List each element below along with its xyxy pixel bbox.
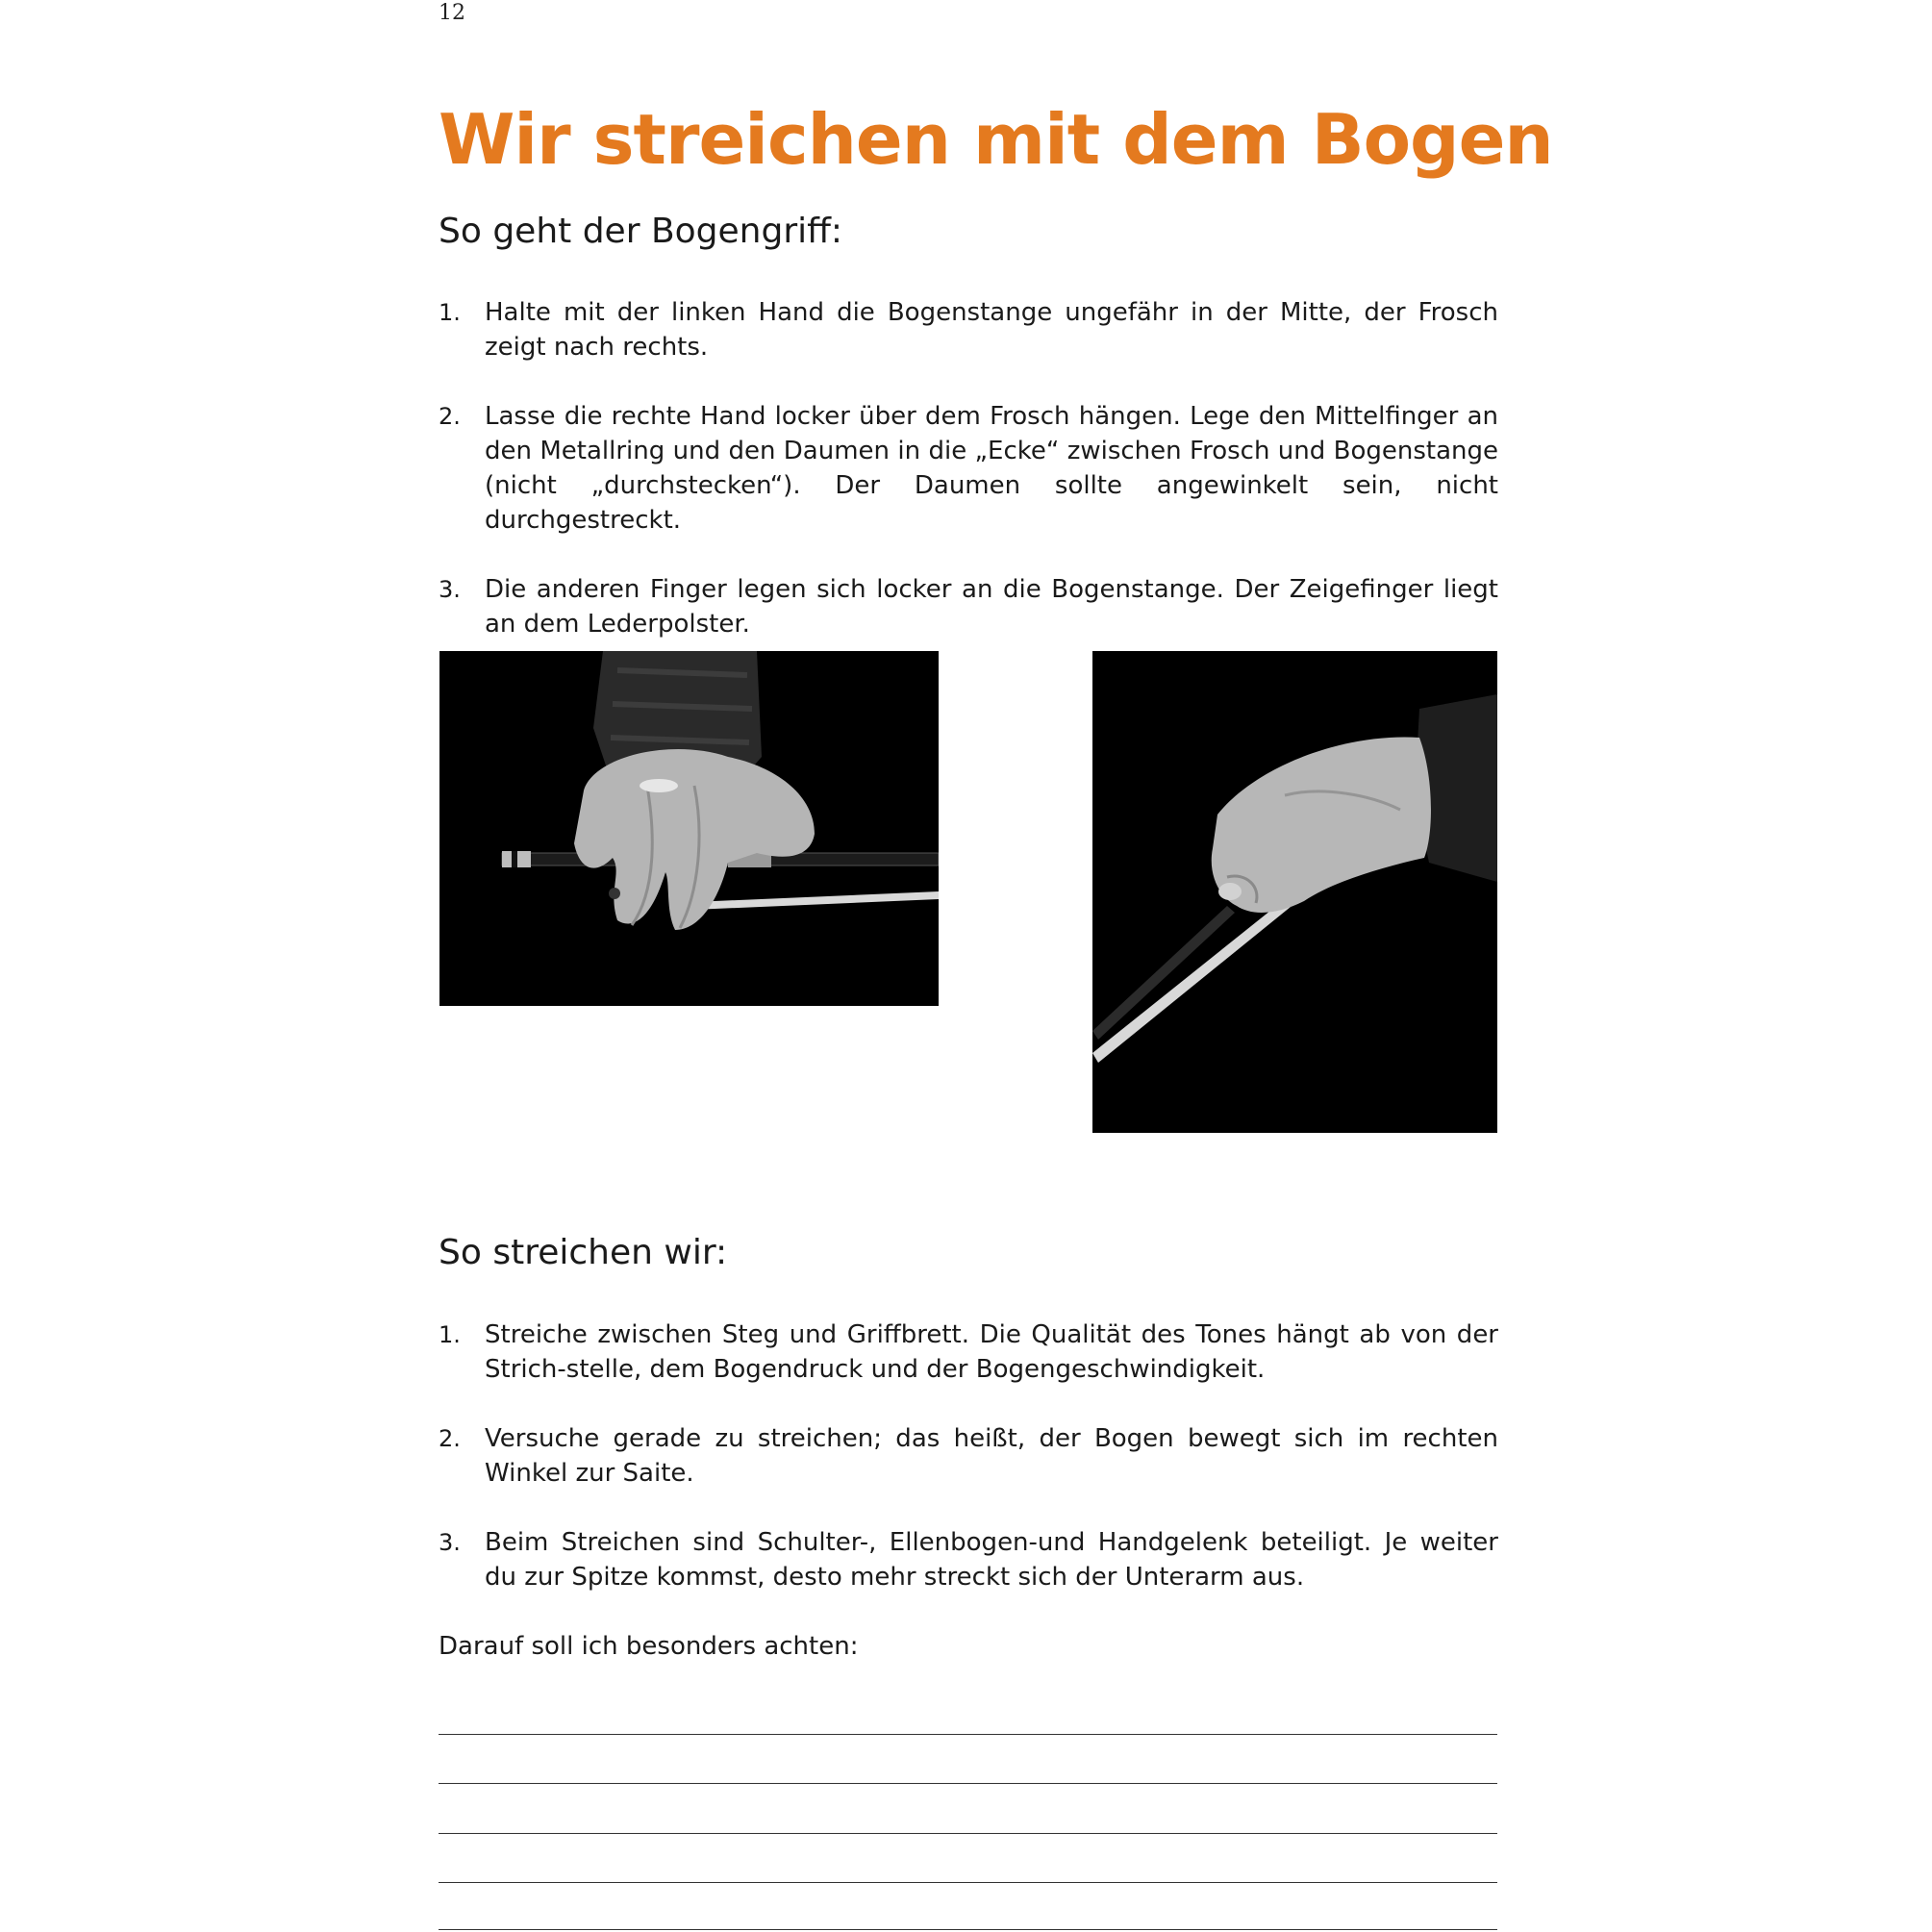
bow-grip-heading: So geht der Bogengriff: bbox=[439, 212, 843, 251]
page-number: 12 bbox=[439, 1, 465, 25]
step-number: 1. bbox=[439, 1321, 461, 1348]
writing-line bbox=[439, 1833, 1497, 1834]
bowing-step bbox=[439, 1421, 1498, 1491]
step-text: Beim Streichen sind Schulter-, Ellenbogen-und Handgelenk beteiligt. Je weiter du zur Spitze kommst, desto mehr streckt sich der Unterarm aus. bbox=[485, 1528, 1498, 1592]
step-number: 2. bbox=[439, 1425, 461, 1452]
bow-grip-steps bbox=[439, 295, 1498, 676]
notes-label: Darauf soll ich besonders achten: bbox=[439, 1632, 859, 1661]
step-text: Streiche zwischen Steg und Griffbrett. Die Qualität des Tones hängt ab von der Strich-stelle, dem Bogendruck und der Bogengeschwindigkeit. bbox=[485, 1320, 1498, 1384]
writing-line bbox=[439, 1734, 1497, 1735]
step-text: Versuche gerade zu streichen; das heißt, der Bogen bewegt sich im rechten Winkel zur Saite. bbox=[485, 1424, 1498, 1488]
page-title: Wir streichen mit dem Bogen bbox=[439, 99, 1553, 180]
writing-line bbox=[439, 1929, 1497, 1930]
step-number: 3. bbox=[439, 576, 461, 603]
step-number: 2. bbox=[439, 403, 461, 430]
step-number: 1. bbox=[439, 299, 461, 326]
writing-line bbox=[439, 1882, 1497, 1883]
bow-grip-photo-side-illustration bbox=[439, 651, 939, 1006]
bow-grip-photo-angled-illustration bbox=[1092, 651, 1497, 1133]
bow-grip-step bbox=[439, 572, 1498, 641]
step-text: Halte mit der linken Hand die Bogenstange ungefähr in der Mitte, der Frosch zeigt nach rechts. bbox=[485, 298, 1498, 362]
bowing-step bbox=[439, 1525, 1498, 1594]
bowing-steps bbox=[439, 1317, 1498, 1629]
bow-grip-step bbox=[439, 295, 1498, 364]
bowing-step bbox=[439, 1317, 1498, 1387]
bow-grip-photo-angled bbox=[1092, 651, 1497, 1133]
bowing-heading: So streichen wir: bbox=[439, 1233, 728, 1272]
bow-grip-step bbox=[439, 399, 1498, 538]
writing-line bbox=[439, 1783, 1497, 1784]
step-number: 3. bbox=[439, 1529, 461, 1556]
step-text: Die anderen Finger legen sich locker an die Bogenstange. Der Zeigefinger liegt an dem Lederpolster. bbox=[485, 575, 1498, 639]
step-text: Lasse die rechte Hand locker über dem Frosch hängen. Lege den Mittelfinger an den Metallring und den Daumen in die „Ecke“ zwischen Frosch und Bogenstange (nicht „durchstecken“). Der Daumen sollte angewinkelt sein, nicht durchgestreckt. bbox=[485, 402, 1498, 535]
bow-grip-photo-side bbox=[439, 651, 939, 1006]
